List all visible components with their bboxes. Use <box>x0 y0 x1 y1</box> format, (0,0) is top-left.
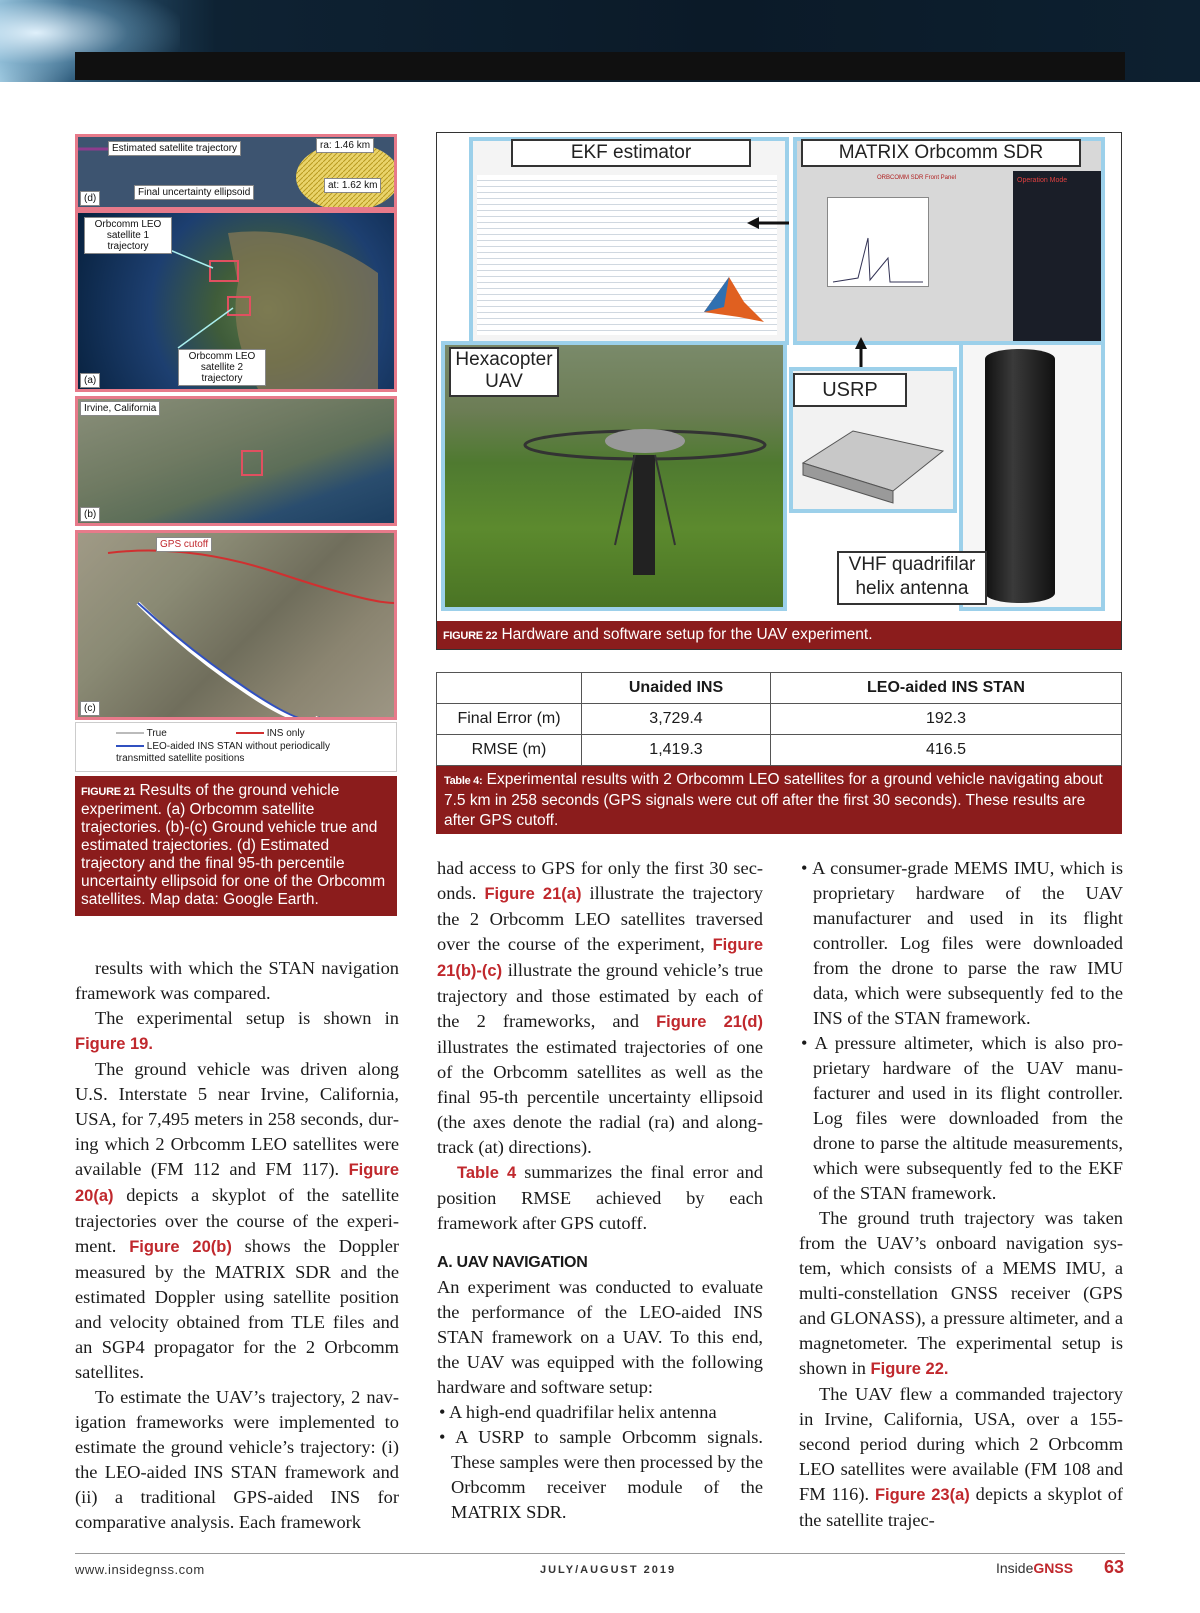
text: depicts a skyplot of the satellite trajectories over the course of the experiment. <box>75 1185 399 1256</box>
figure21-caption-number: FIGURE 21 <box>81 786 136 798</box>
label-a: (a) <box>80 373 100 388</box>
sdr-panel-title: ORBCOMM SDR Front Panel <box>877 175 957 181</box>
sdr-panel <box>793 137 1105 345</box>
figure-21a-link[interactable]: Figure 21(a) <box>484 885 582 903</box>
text: illustrate the trajectory the 2 Orbcomm LEO satellites traversed over the course of the experiment, <box>437 883 763 954</box>
figure-20b-link[interactable]: Figure 20(b) <box>129 1238 232 1256</box>
brand-gnss: GNSS <box>1033 1560 1074 1576</box>
table-header-cell: Unaided INS <box>582 673 771 704</box>
col3-paragraph <box>799 1206 1123 1382</box>
panel-d <box>75 134 397 210</box>
label-ra: ra: 1.46 km <box>316 138 374 153</box>
table-cell: 192.3 <box>771 704 1122 735</box>
figure-19-link[interactable]: Figure 19. <box>75 1035 153 1053</box>
map-b-image <box>78 399 394 523</box>
table-header-cell <box>437 673 582 704</box>
table-header-row <box>437 673 1122 704</box>
legend-true: True <box>146 728 167 739</box>
figure-21d-link[interactable]: Figure 21(d) <box>656 1013 763 1031</box>
col1-paragraph <box>75 1057 399 1385</box>
label-sat2: Orbcomm LEO satellite 2 trajectory <box>178 349 266 386</box>
text: summarizes the final error and position RMSE achieved by each framework after GPS cutoff. <box>437 1162 763 1233</box>
sdr-dark-panel <box>1013 171 1101 341</box>
footer-brand <box>996 1560 1073 1576</box>
figure22-caption-number: FIGURE 22 <box>443 630 498 642</box>
label-at: at: 1.62 km <box>324 178 381 193</box>
ekf-panel <box>469 137 789 345</box>
text: shows the Doppler measured by the MATRIX SDR and the estimated Doppler using satellite position and velocity obtained from TLE files and an SGP4 propagator for the 2 Orbcomm satellites. <box>75 1236 399 1382</box>
figure21-legend <box>75 722 397 772</box>
list-item: • A consumer-grade MEMS IMU, which is proprietary hardware of the UAV manufacturer and used in its flight controller. Log files were downloaded from the drone to parse the raw IMU data, which were subsequently fed to the INS of the STAN framework. <box>801 858 1123 1028</box>
operation-mode-label: Operation Mode <box>1017 177 1068 184</box>
figure-21bc-link[interactable]: Figure 21(b)-(c) <box>437 936 763 980</box>
table-cell: 1,419.3 <box>582 735 771 766</box>
label-estimated-trajectory: Estimated satellite trajectory <box>108 141 241 156</box>
figure21-caption-text: Results of the ground vehicle experiment. (a) Orbcomm satellite trajectories. (b)-(c) Ground vehicle true and estimated trajectories. (d) Estimated trajectory and the final 95-th percentile uncertainty ellipsoid for one of the Orbcomm satellites. Map data: Google Earth. <box>81 782 386 908</box>
figure-21 <box>75 134 397 939</box>
table-cell: RMSE (m) <box>437 735 582 766</box>
text: had access to GPS for only the first 30 seconds. <box>437 858 763 903</box>
column-1 <box>75 956 399 1535</box>
vhf-label-line2: helix antenna <box>855 578 969 599</box>
col1-paragraph <box>75 1006 399 1057</box>
figure-22 <box>436 132 1122 650</box>
text: The experimental setup is shown in <box>95 1008 399 1028</box>
label-d: (d) <box>80 191 100 206</box>
list-item: • A pressure altimeter, which is also proprietary hardware of the UAV manufacturer and used in its flight controller. Log files were downloaded from the drone to parse the altitude measurements, which were subsequently fed to the EKF of the STAN framework. <box>801 1033 1123 1203</box>
figure-23a-link[interactable]: Figure 23(a) <box>874 1486 970 1504</box>
footer-rule <box>75 1553 1125 1554</box>
label-sat1: Orbcomm LEO satellite 1 trajectory <box>84 217 172 254</box>
col2-paragraph: An experiment was conducted to evaluate the performance of the LEO-aided INS STAN framework on a UAV. To this end, the UAV was equipped with the following hardware and software setup: <box>437 1277 763 1397</box>
list-item: • A high-end quadrifilar helix antenna <box>439 1402 717 1422</box>
text: The ground truth trajectory was taken from the UAV’s onboard navigation system, which consists of a MEMS IMU, a multi-constellation GNSS receiver (GPS and GLONASS), a pressure altimeter, and a magnetometer. The experimental setup is shown in <box>799 1208 1123 1378</box>
legend-leo: LEO-aided INS STAN without periodically transmitted satellite positions <box>116 741 331 764</box>
table-header-cell: LEO-aided INS STAN <box>771 673 1122 704</box>
table-cell: 416.5 <box>771 735 1122 766</box>
list-item: • A USRP to sample Orbcomm signals. These samples were then processed by the Orbcomm receiver module of the MATRIX SDR. <box>439 1427 763 1522</box>
col2-paragraph <box>437 1160 763 1236</box>
table-row <box>437 704 1122 735</box>
brand-inside: Inside <box>996 1560 1034 1576</box>
table-cell: 3,729.4 <box>582 704 771 735</box>
figure-20a-link[interactable]: Figure 20(a) <box>75 1161 399 1205</box>
column-3 <box>799 856 1123 1533</box>
label-c: (c) <box>80 701 100 716</box>
col1-paragraph: To estimate the UAV’s trajectory, 2 navigation frameworks were implemented to estimate the ground vehicle’s trajectory: (i) the LEO-aided INS STAN framework and (ii) a traditional GPS-aided INS for comparative analysis. Each framework <box>75 1387 399 1532</box>
table-4-link[interactable]: Table 4 <box>457 1164 517 1182</box>
panel-a-globe <box>75 210 397 392</box>
vhf-label-line1: VHF quadrifilar <box>848 554 976 575</box>
label-irvine: Irvine, California <box>80 401 160 416</box>
text: The ground vehicle was driven along U.S. Interstate 5 near Irvine, California, USA, for 7,495 meters in 258 seconds, during which 2 Orbcomm LEO satellites were available (FM 112 and FM 117). <box>75 1059 399 1179</box>
table-cell: Final Error (m) <box>437 704 582 735</box>
ekf-label: EKF estimator <box>511 139 751 167</box>
page-number: 63 <box>1104 1557 1125 1577</box>
label-ellipsoid: Final uncertainty ellipsoid <box>134 185 254 200</box>
panel-c-map <box>75 530 397 720</box>
matrix-label: MATRIX Orbcomm SDR <box>801 139 1081 167</box>
label-gps-cutoff: GPS cutoff <box>156 537 212 552</box>
column-2 <box>437 856 763 1525</box>
hexacopter-label-line2: UAV <box>485 371 523 392</box>
text: illustrate the ground vehicle’s true trajectory and those estimated by each of the 2 frameworks, and <box>437 960 763 1031</box>
antenna-cylinder <box>985 349 1055 603</box>
col3-paragraph <box>799 1382 1123 1533</box>
table-row <box>437 735 1122 766</box>
hexacopter-label <box>449 347 559 397</box>
col2-paragraph <box>437 856 763 1160</box>
header-bar <box>75 52 1125 80</box>
usrp-label: USRP <box>793 373 907 407</box>
footer-date: JULY/AUGUST 2019 <box>540 1564 677 1576</box>
figure-22-link[interactable]: Figure 22. <box>870 1360 949 1378</box>
col1-paragraph: results with which the STAN navigation framework was compared. <box>75 958 399 1003</box>
vhf-label <box>837 551 987 605</box>
trajectory-plot <box>78 533 394 717</box>
section-heading: A. UAV NAVIGATION <box>437 1254 588 1271</box>
figure21-caption <box>75 776 397 916</box>
legend-ins-only: INS only <box>266 728 305 739</box>
footer-url[interactable]: www.insidegnss.com <box>75 1562 205 1577</box>
figure22-caption <box>437 621 1121 649</box>
panel-b-map <box>75 396 397 526</box>
label-b: (b) <box>80 507 100 522</box>
sdr-plot <box>827 197 929 287</box>
table-4 <box>436 672 1122 766</box>
doppler-plot <box>828 198 928 286</box>
table4-caption-text: Experimental results with 2 Orbcomm LEO satellites for a ground vehicle navigating about 7.5 km in 258 seconds (GPS signals were cut off after the first 30 seconds). These results are after GPS cutoff. <box>444 771 1103 829</box>
text: The UAV flew a commanded trajectory in Irvine, California, USA, over a 155-second period during which 2 Orbcomm LEO satellites were available (FM 108 and FM 116). <box>799 1384 1123 1504</box>
table4-caption <box>436 766 1122 834</box>
hexacopter-label-line1: Hexacopter <box>455 349 553 370</box>
matlab-logo-icon <box>699 267 769 327</box>
figure22-caption-text: Hardware and software setup for the UAV experiment. <box>501 626 873 643</box>
text: depicts a skyplot of the satellite trajec- <box>799 1484 1124 1530</box>
table4-caption-number: Table 4: <box>444 775 483 787</box>
text: illustrates the estimated trajectories of one of the Orbcomm satellites as well as the final 95-th percentile uncertainty ellipsoid (the axes denote the radial (ra) and along-track (at) directions). <box>437 1037 763 1157</box>
